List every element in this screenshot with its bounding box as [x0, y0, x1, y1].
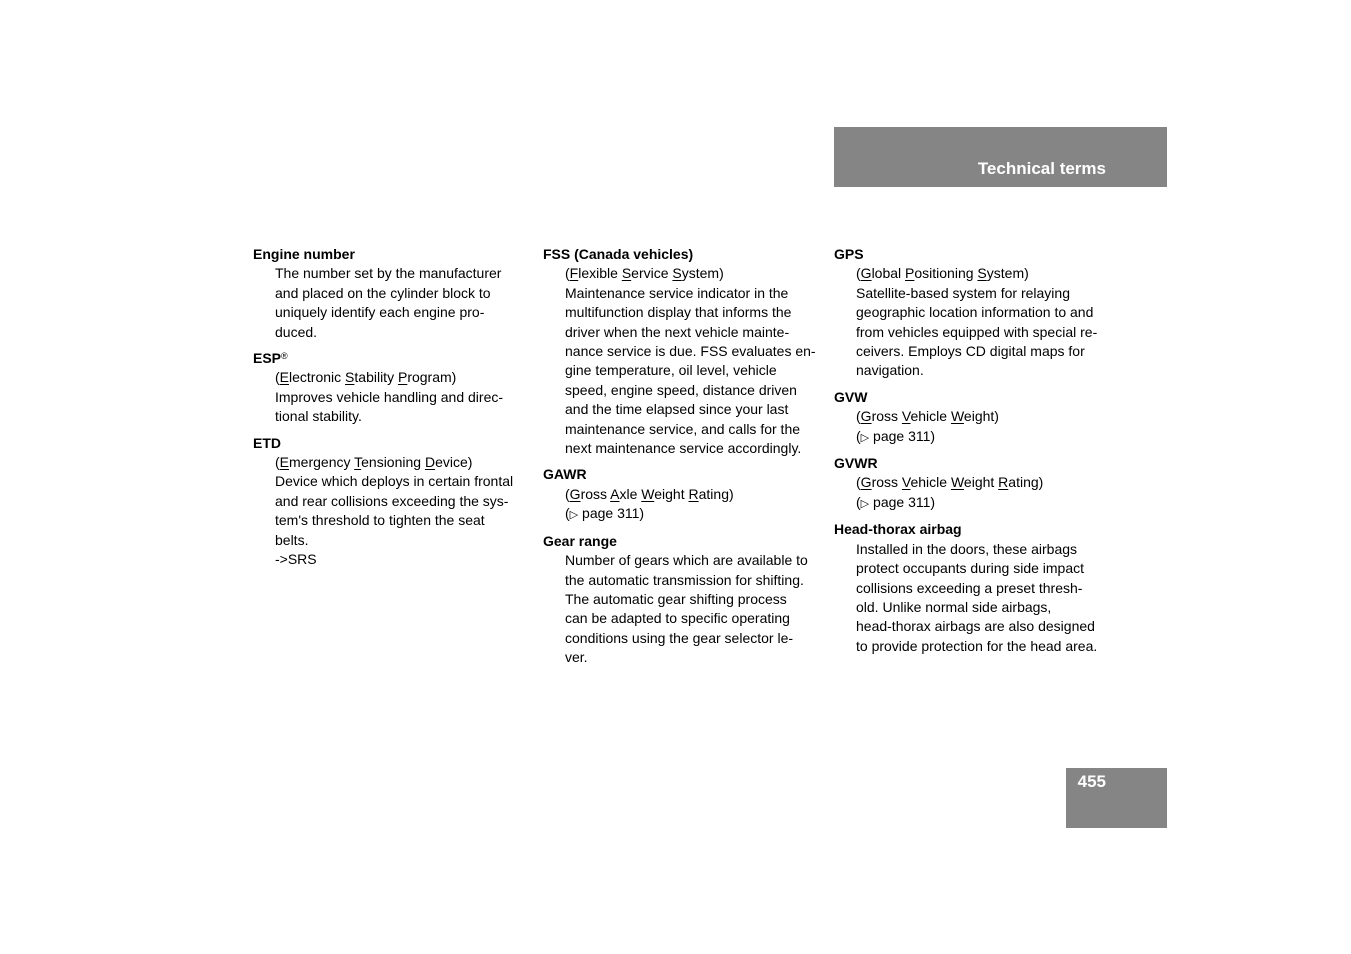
definition-line: [565, 485, 821, 504]
definition-line: [275, 284, 528, 303]
definition-line: [856, 493, 1114, 513]
acronym-letter: V: [901, 474, 911, 491]
definition-text: Improves vehicle handling and direc-: [275, 388, 504, 405]
glossary-definition: [834, 407, 1114, 447]
definition-line: [275, 550, 528, 569]
acronym-letter: R: [998, 474, 1009, 491]
definition-text: (: [565, 265, 570, 282]
glossary-term: [834, 454, 1114, 473]
definition-line: [856, 427, 1114, 447]
glossary-term: [543, 532, 821, 551]
acronym-letter: F: [569, 265, 579, 282]
definition-line: [565, 439, 821, 458]
glossary-term-text: GVWR: [834, 455, 878, 472]
definition-text: ver.: [565, 649, 588, 666]
definition-text: ating): [1008, 474, 1044, 491]
glossary-term-text: Gear range: [543, 532, 617, 549]
definition-text: multifunction display that informs the: [565, 304, 792, 321]
section-title: Technical terms: [977, 159, 1106, 178]
glossary-term: [253, 434, 528, 453]
definition-text: ceivers. Employs CD digital maps for: [856, 343, 1085, 360]
definition-text: to provide protection for the head area.: [856, 637, 1098, 654]
acronym-letter: P: [905, 265, 915, 282]
definition-text: head-thorax airbags are also designed: [856, 618, 1095, 635]
definition-text: tem's threshold to tighten the seat: [275, 512, 485, 529]
definition-text: lectronic: [289, 369, 346, 386]
glossary-term: [834, 520, 1114, 539]
glossary-term-text: ETD: [253, 434, 281, 451]
definition-line: [565, 284, 821, 303]
definition-text: (: [856, 408, 861, 425]
section-header-bar: [834, 127, 1167, 187]
definition-text: old. Unlike normal side airbags,: [856, 598, 1052, 615]
acronym-letter: E: [279, 454, 290, 471]
definition-text: conditions using the gear selector le-: [565, 629, 794, 646]
definition-line: [565, 303, 821, 322]
definition-text: rogram): [407, 369, 457, 386]
page-reference-arrow-icon: ▷: [860, 430, 870, 444]
definition-line: [565, 381, 821, 400]
glossary-entry: [253, 434, 528, 570]
definition-text: Number of gears which are available to: [565, 552, 808, 569]
definition-text: (: [856, 265, 861, 282]
definition-line: [565, 342, 821, 361]
definition-text: tional stability.: [275, 408, 362, 425]
glossary-term: [253, 245, 528, 264]
definition-line: [275, 323, 528, 342]
acronym-letter: A: [610, 485, 620, 502]
definition-text: evice): [435, 454, 473, 471]
definition-text: and the time elapsed since your last: [565, 401, 789, 418]
page-reference-arrow-icon: ▷: [860, 496, 870, 510]
glossary-term-text: Engine number: [253, 246, 355, 262]
definition-text: next maintenance service accordingly.: [565, 440, 802, 457]
definition-text: Installed in the doors, these airbags: [856, 540, 1078, 557]
definition-text: from vehicles equipped with special re-: [856, 323, 1098, 340]
definition-text: The automatic gear shifting process: [565, 590, 787, 607]
acronym-letter: W: [950, 408, 964, 425]
glossary-entry: [253, 245, 528, 342]
glossary-definition: [543, 485, 821, 525]
glossary-definition: [253, 453, 528, 569]
definition-text: driver when the next vehicle mainte-: [565, 323, 790, 340]
glossary-definition: [834, 264, 1114, 380]
glossary-definition: [543, 551, 821, 667]
definition-line: [565, 609, 821, 628]
definition-text: lexible: [578, 265, 622, 282]
glossary-column-2: [543, 245, 821, 675]
definition-line: [275, 531, 528, 550]
definition-text: ating): [698, 485, 734, 502]
definition-text: (: [275, 369, 280, 386]
definition-text: ->SRS: [275, 551, 317, 568]
definition-line: [565, 504, 821, 524]
definition-line: [565, 551, 821, 570]
definition-text: nance service is due. FSS evaluates en-: [565, 343, 816, 360]
definition-line: [565, 648, 821, 667]
definition-text: ystem): [681, 265, 724, 282]
definition-text: (: [856, 493, 861, 510]
definition-line: [275, 472, 528, 491]
definition-text: (: [565, 485, 570, 502]
definition-text: (: [856, 427, 861, 444]
definition-text: can be adapted to specific operating: [565, 610, 790, 627]
definition-text: eight: [963, 474, 999, 491]
glossary-term: [543, 245, 821, 264]
acronym-letter: W: [641, 485, 655, 502]
acronym-letter: G: [860, 408, 872, 425]
definition-text: eight: [654, 485, 689, 502]
definition-text: protect occupants during side impact: [856, 560, 1085, 577]
definition-line: [856, 303, 1114, 322]
definition-line: [856, 361, 1114, 380]
definition-line: [275, 264, 528, 283]
definition-text: ross: [871, 408, 902, 425]
definition-line: [856, 598, 1114, 617]
glossary-term-text: GPS: [834, 246, 864, 262]
definition-line: [856, 559, 1114, 578]
definition-text: Device which deploys in certain frontal: [275, 473, 514, 490]
definition-text: ensioning: [361, 454, 425, 471]
definition-text: speed, engine speed, distance driven: [565, 381, 797, 398]
definition-text: uniquely identify each engine pro-: [275, 304, 485, 321]
definition-line: [565, 400, 821, 419]
definition-line: [275, 407, 528, 426]
page-number: 455: [1077, 772, 1106, 791]
glossary-definition: [253, 264, 528, 342]
definition-text: ositioning: [914, 265, 978, 282]
definition-line: [565, 323, 821, 342]
definition-line: [856, 264, 1114, 283]
definition-line: [856, 473, 1114, 492]
glossary-entry: [253, 349, 528, 427]
definition-text: page 311): [869, 427, 936, 444]
glossary-term-text: GVW: [834, 388, 868, 405]
definition-text: (: [565, 505, 570, 522]
acronym-letter: R: [688, 485, 699, 502]
definition-text: The number set by the manufacturer: [275, 265, 502, 282]
glossary-term: [834, 245, 1114, 264]
definition-text: ystem): [986, 265, 1029, 282]
page-reference-arrow-icon: ▷: [569, 508, 579, 522]
definition-line: [565, 590, 821, 609]
glossary-entry: [834, 520, 1114, 656]
glossary-column-1: [253, 245, 528, 577]
definition-text: tability: [354, 369, 398, 386]
definition-text: belts.: [275, 531, 309, 548]
glossary-term-text: ESP: [253, 350, 282, 367]
glossary-term: [543, 465, 821, 484]
glossary-term-text: FSS (Canada vehicles): [543, 246, 694, 262]
definition-text: ehicle: [910, 408, 951, 425]
definition-line: [856, 407, 1114, 426]
definition-line: [856, 637, 1114, 656]
definition-line: [275, 511, 528, 530]
definition-text: Maintenance service indicator in the: [565, 284, 789, 301]
acronym-letter: S: [977, 265, 987, 282]
definition-line: [856, 284, 1114, 303]
definition-text: and placed on the cylinder block to: [275, 284, 491, 301]
definition-text: lobal: [871, 265, 906, 282]
definition-text: maintenance service, and calls for the: [565, 420, 801, 437]
glossary-definition: [834, 540, 1114, 656]
definition-line: [565, 420, 821, 439]
acronym-letter: D: [424, 454, 436, 471]
glossary-entry: [543, 532, 821, 668]
glossary-definition: [543, 264, 821, 458]
definition-text: and rear collisions exceeding the sys-: [275, 492, 509, 509]
definition-line: [565, 264, 821, 283]
definition-line: [275, 492, 528, 511]
glossary-entry: [834, 388, 1114, 447]
acronym-letter: P: [397, 369, 408, 386]
glossary-definition: [834, 473, 1114, 513]
definition-text: mergency: [289, 454, 355, 471]
acronym-letter: S: [672, 265, 682, 282]
definition-text: ross: [580, 485, 611, 502]
definition-text: geographic location information to and: [856, 304, 1094, 321]
definition-text: navigation.: [856, 362, 924, 379]
glossary-entry: [834, 245, 1114, 381]
acronym-letter: G: [569, 485, 581, 502]
definition-line: [275, 303, 528, 322]
acronym-letter: T: [354, 454, 362, 471]
acronym-letter: S: [621, 265, 632, 282]
definition-text: ehicle: [910, 474, 951, 491]
glossary-term: [253, 349, 528, 368]
definition-text: eight): [963, 408, 999, 425]
glossary-term-text: Head-thorax airbag: [834, 521, 962, 538]
definition-line: [856, 342, 1114, 361]
definition-text: collisions exceeding a preset thresh-: [856, 579, 1083, 596]
glossary-entry: [834, 454, 1114, 513]
acronym-letter: E: [279, 369, 290, 386]
definition-text: page 311): [869, 493, 936, 510]
definition-line: [565, 361, 821, 380]
glossary-term: [834, 388, 1114, 407]
definition-text: xle: [619, 485, 642, 502]
definition-line: [856, 540, 1114, 559]
glossary-term-text: GAWR: [543, 466, 587, 483]
glossary-entry: [543, 465, 821, 524]
definition-line: [856, 323, 1114, 342]
registered-trademark-mark: ®: [281, 351, 288, 362]
definition-text: Satellite-based system for relaying: [856, 284, 1070, 301]
definition-text: (: [856, 474, 861, 491]
definition-line: [565, 629, 821, 648]
definition-line: [565, 571, 821, 590]
definition-text: gine temperature, oil level, vehicle: [565, 362, 777, 379]
definition-line: [275, 388, 528, 407]
glossary-definition: [253, 368, 528, 426]
definition-line: [856, 617, 1114, 636]
acronym-letter: S: [345, 369, 355, 386]
acronym-letter: V: [901, 408, 911, 425]
definition-text: ervice: [631, 265, 673, 282]
definition-text: (: [275, 454, 280, 471]
acronym-letter: G: [860, 265, 872, 282]
glossary-column-3: [834, 245, 1114, 663]
page-number-tab: [1066, 768, 1167, 828]
acronym-letter: G: [860, 474, 872, 491]
definition-text: ross: [871, 474, 902, 491]
definition-text: the automatic transmission for shifting.: [565, 571, 804, 588]
definition-text: duced.: [275, 323, 318, 340]
definition-text: page 311): [578, 505, 645, 522]
definition-line: [856, 579, 1114, 598]
acronym-letter: W: [950, 474, 964, 491]
definition-line: [275, 453, 528, 472]
definition-line: [275, 368, 528, 387]
glossary-entry: [543, 245, 821, 458]
